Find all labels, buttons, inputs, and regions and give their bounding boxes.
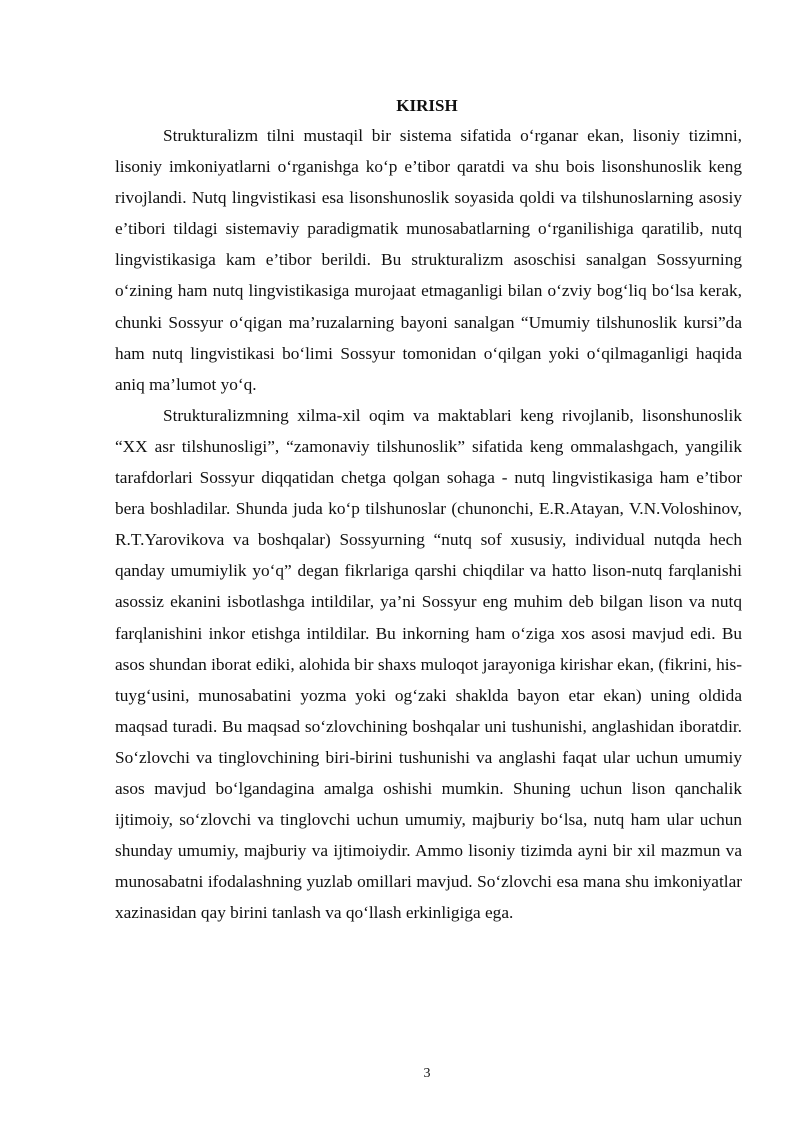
paragraph-2: Strukturalizmning xilma-xil oqim va maktablari keng rivojlanib, lisonshunoslik “XX asr tilshunosligi”, “zamonaviy tilshunoslik” sifatida keng ommalashgach, yangilik tarafdorlari Sossyur diqqatidan chetga qolgan sohaga - nutq lingvistikasiga ham e’tibor bera boshladilar. Shunda juda ko‘p tilshunoslar (chunonchi, E.R.Atayan, V.N.Voloshinov, R.T.Yarovikova va boshqalar) Sossyurning “nutq sof xususiy, individual nutqda hech qanday umumiylik yo‘q” degan fikrlariga qarshi chiqdilar va hatto lison-nutq farqlanishi asossiz ekanini isbotlashga intildilar, ya’ni Sossyur eng muhim deb bilgan lison va nutq farqlanishini inkor etishga intildilar. Bu inkorning ham o‘ziga xos asosi mavjud edi. Bu asos shundan iborat ediki, alohida bir shaxs muloqot jarayoniga kirishar ekan, (fikrini, his-tuyg‘usini, munosabatini yozma yoki og‘zaki shaklda bayon etar ekan) uning oldida maqsad turadi. Bu maqsad so‘zlovchining boshqalar uni tushunishi, anglashidan iboratdir. So‘zlovchi va tinglovchining biri-birini tushunishi va anglashi faqat ular uchun umumiy asos mavjud bo‘lgandagina amalga oshishi mumkin. Shuning uchun lison qanchalik ijtimoiy, so‘zlovchi va tinglovchi uchun umumiy, majburiy bo‘lsa, nutq ham ular uchun shunday umumiy, majburiy va ijtimoiydir. Ammo lisoniy tizimda ayni bir xil mazmun va munosabatni ifodalashning yuzlab omillari mavjud. So‘zlovchi esa mana shu imkoniyatlar xazinasidan qay birini tanlash va qo‘llash erkinligiga ega. — [115, 405, 742, 923]
section-title: KIRISH — [396, 96, 458, 115]
page-number: 3 — [423, 1066, 431, 1081]
paragraph-1: Strukturalizm tilni mustaqil bir sistema sifatida o‘rganar ekan, lisoniy tizimni, lisoniy imkoniyatlarni o‘rganishga ko‘p e’tibor qaratdi va shu bois lisonshunoslik keng rivojlandi. Nutq lingvistikasi esa lisonshunoslik soyasida qoldi va tilshunoslarning asosiy e’tibori tildagi sistemaviy paradigmatik munosabatlarning o‘rganilishiga qaratilib, nutq lingvistikasiga kam e’tibor berildi. Bu strukturalizm asoschisi sanalgan Sossyurning o‘zining ham nutq lingvistikasiga murojaat etmaganligi bilan o‘zviy bog‘liq bo‘lsa kerak, chunki Sossyur o‘qigan ma’ruzalarning bayoni sanalgan “Umumiy tilshunoslik kursi”da ham nutq lingvistikasi bo‘limi Sossyur tomonidan o‘qilgan yoki o‘qilmaganligi haqida aniq ma’lumot yo‘q. — [115, 126, 742, 394]
body-text — [115, 120, 742, 928]
